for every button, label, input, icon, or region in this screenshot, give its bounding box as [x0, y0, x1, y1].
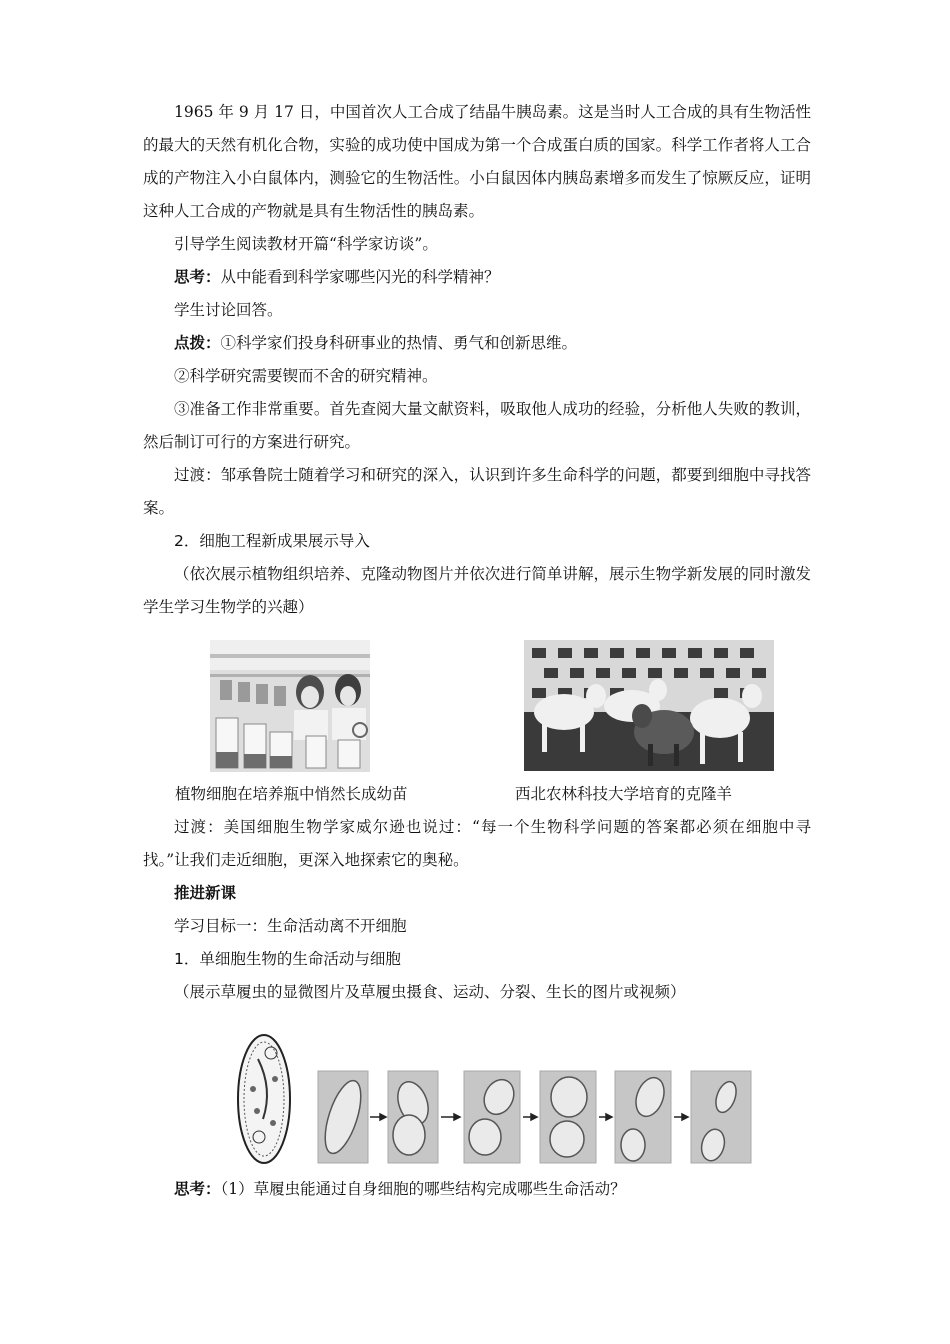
paragraph-hint-2: ②科学研究需要锲而不舍的研究精神。	[174, 367, 438, 385]
paragraph-show-paramecium: （展示草履虫的显微图片及草履虫摄食、运动、分裂、生长的图片或视频）	[174, 983, 686, 1001]
paragraph-guide-reading: 引导学生阅读教材开篇“科学家访谈”。	[174, 235, 438, 253]
plant-tissue-culture-photo	[210, 640, 370, 772]
paragraph-hint-1	[143, 327, 811, 360]
hint-label: 点拨：	[174, 334, 221, 352]
document-body	[143, 96, 811, 1206]
plant-photo-caption: 植物细胞在培养瓶中悄然长成幼苗	[175, 785, 408, 803]
goat-photo-caption: 西北农林科技大学培育的克隆羊	[515, 785, 733, 803]
paramecium-drawing	[238, 1035, 290, 1163]
paragraph-insulin-history: 1965 年 9 月 17 日，中国首次人工合成了结晶牛胰岛素。这是当时人工合成的具有生物活性的最大的天然有机化合物，实验的成功使中国成为第一个合成蛋白质的国家。科学工作者将人工合成的产物注入小白鼠体内，测验它的生物活性。小白鼠因体内胰岛素增多而发生了惊厥反应，证明这种人工合成的产物就是具有生物活性的胰岛素。	[143, 103, 811, 220]
learning-objective-1: 学习目标一：生命活动离不开细胞	[174, 917, 407, 935]
section-heading-new-lesson: 推进新课	[174, 884, 237, 902]
photo-caption-row	[143, 778, 811, 811]
paragraph-hint-3: ③准备工作非常重要。首先查阅大量文献资料，吸取他人成功的经验，分析他人失败的教训，然后制订可行的方案进行研究。	[143, 400, 811, 451]
paragraph-transition-1: 过渡：邹承鲁院士随着学习和研究的深入，认识到许多生命科学的问题，都要到细胞中寻找答案。	[143, 466, 811, 517]
photo-row	[143, 640, 811, 778]
think-label: 思考：	[174, 268, 221, 286]
think-question-2: （1）草履虫能通过自身细胞的哪些结构完成哪些生命活动？	[220, 1180, 626, 1198]
think-question: 从中能看到科学家哪些闪光的科学精神？	[220, 268, 500, 286]
paragraph-show-pictures: （依次展示植物组织培养、克隆动物图片并依次进行简单讲解，展示生物学新发展的同时激发学生学习生物学的兴趣）	[143, 565, 811, 616]
think-label-2: 思考：	[174, 1180, 221, 1198]
cloned-goats-photo	[524, 640, 774, 771]
paragraph-student-discussion: 学生讨论回答。	[174, 301, 283, 319]
section-heading-cell-engineering: 2．细胞工程新成果展示导入	[174, 532, 370, 550]
subsection-unicellular: 1．单细胞生物的生命活动与细胞	[174, 950, 401, 968]
paragraph-think-2	[143, 1173, 811, 1206]
hint-text: ①科学家们投身科研事业的热情、勇气和创新思维。	[220, 334, 578, 352]
paramecium-figure	[143, 1019, 811, 1169]
paragraph-think-1	[143, 261, 811, 294]
paragraph-transition-2: 过渡：美国细胞生物学家威尔逊也说过：“每一个生物科学问题的答案都必须在细胞中寻找。”让我们走近细胞，更深入地探索它的奥秘。	[143, 818, 811, 869]
